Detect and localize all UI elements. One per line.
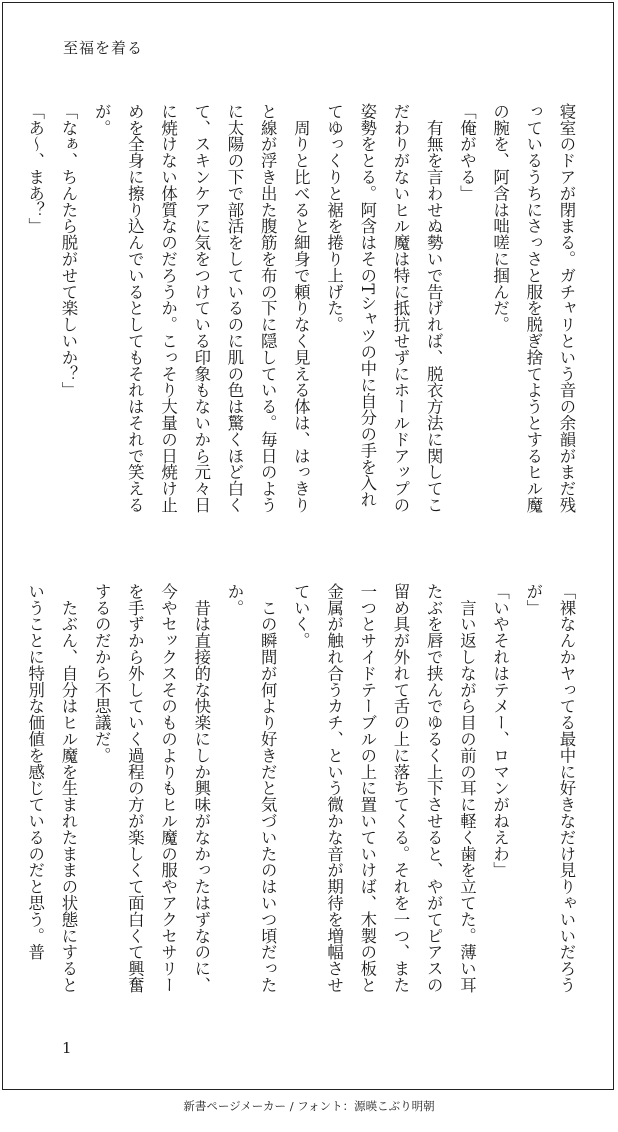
lower-text-column: [25, 583, 583, 1003]
paragraph: 有無を言わせぬ勢いで告げれば、脱衣方法に関してこだわりがないヒル魔は特に抵抗せずにホールドアップの姿勢をとる。阿含はそのTシャツの中に自分の手を入れてゆっくりと裾を捲り上げた。: [324, 103, 444, 513]
paragraph: この瞬間が何より好きだと気づいたのはいつ頃だったか。: [224, 583, 278, 993]
dialogue-line: 「裸なんかヤってる最中に好きなだけ見りゃいいだろうが」: [523, 583, 576, 993]
dialogue-line: 「あ〜、まあ？」: [25, 103, 45, 235]
page-frame: [2, 2, 614, 1090]
dialogue-line: 「俺がやる」: [457, 103, 477, 202]
footer-credit: 新書ページメーカー / フォント：源暎こぶり明朝: [183, 1099, 435, 1113]
book-title: 至福を着る: [63, 39, 144, 57]
paragraph: 寝室のドアが閉まる。ガチャリという音の余韻がまだ残っているうちにさっさと服を脱ぎ捨てようとするヒル魔の腕を、阿含は咄嗟に掴んだ。: [490, 103, 576, 513]
paragraph: 昔は直接的な快楽にしか興味がなかったはずなのに、今やセックスそのものよりもヒル魔の服やアクセサリーを手ずから外していく過程の方が楽しくて面白くて興奮するのだから不思議だ。: [92, 583, 211, 993]
paragraph: 言い返しながら目の前の耳に軽く歯を立てた。薄い耳たぶを唇で挟んでゆるく上下させると、やがてピアスの留め具が外れて舌の上に落ちてくる。それを一つ、また一つとサイドテーブルの上に置いていけば、木製の板と金属が触れ合うカチ、という微かな音が期待を増幅させていく。: [291, 583, 477, 993]
dialogue-line: 「いやそれはテメー、ロマンがねえわ」: [490, 583, 510, 879]
paragraph: たぶん、自分はヒル魔を生まれたままの状態にするということに特別な価値を感じているのだと思う。普: [25, 583, 78, 993]
upper-text-column: [25, 103, 583, 523]
page-number: 1: [62, 1039, 72, 1057]
paragraph: 周りと比べると細身で頼りなく見える体は、はっきりと線が浮き出た腹筋を布の下に隠している。毎日のように太陽の下で部活をしているのに肌の色は驚くほど白くて、スキンケアに気をつけている印象もないから元々日に焼けない体質なのだろうか。こっそり大量の日焼け止めを全身に擦り込んでいるとしてもそれはそれで笑えるが。: [92, 103, 311, 513]
dialogue-line: 「なぁ、ちんたら脱がせて楽しいか？」: [58, 103, 78, 399]
